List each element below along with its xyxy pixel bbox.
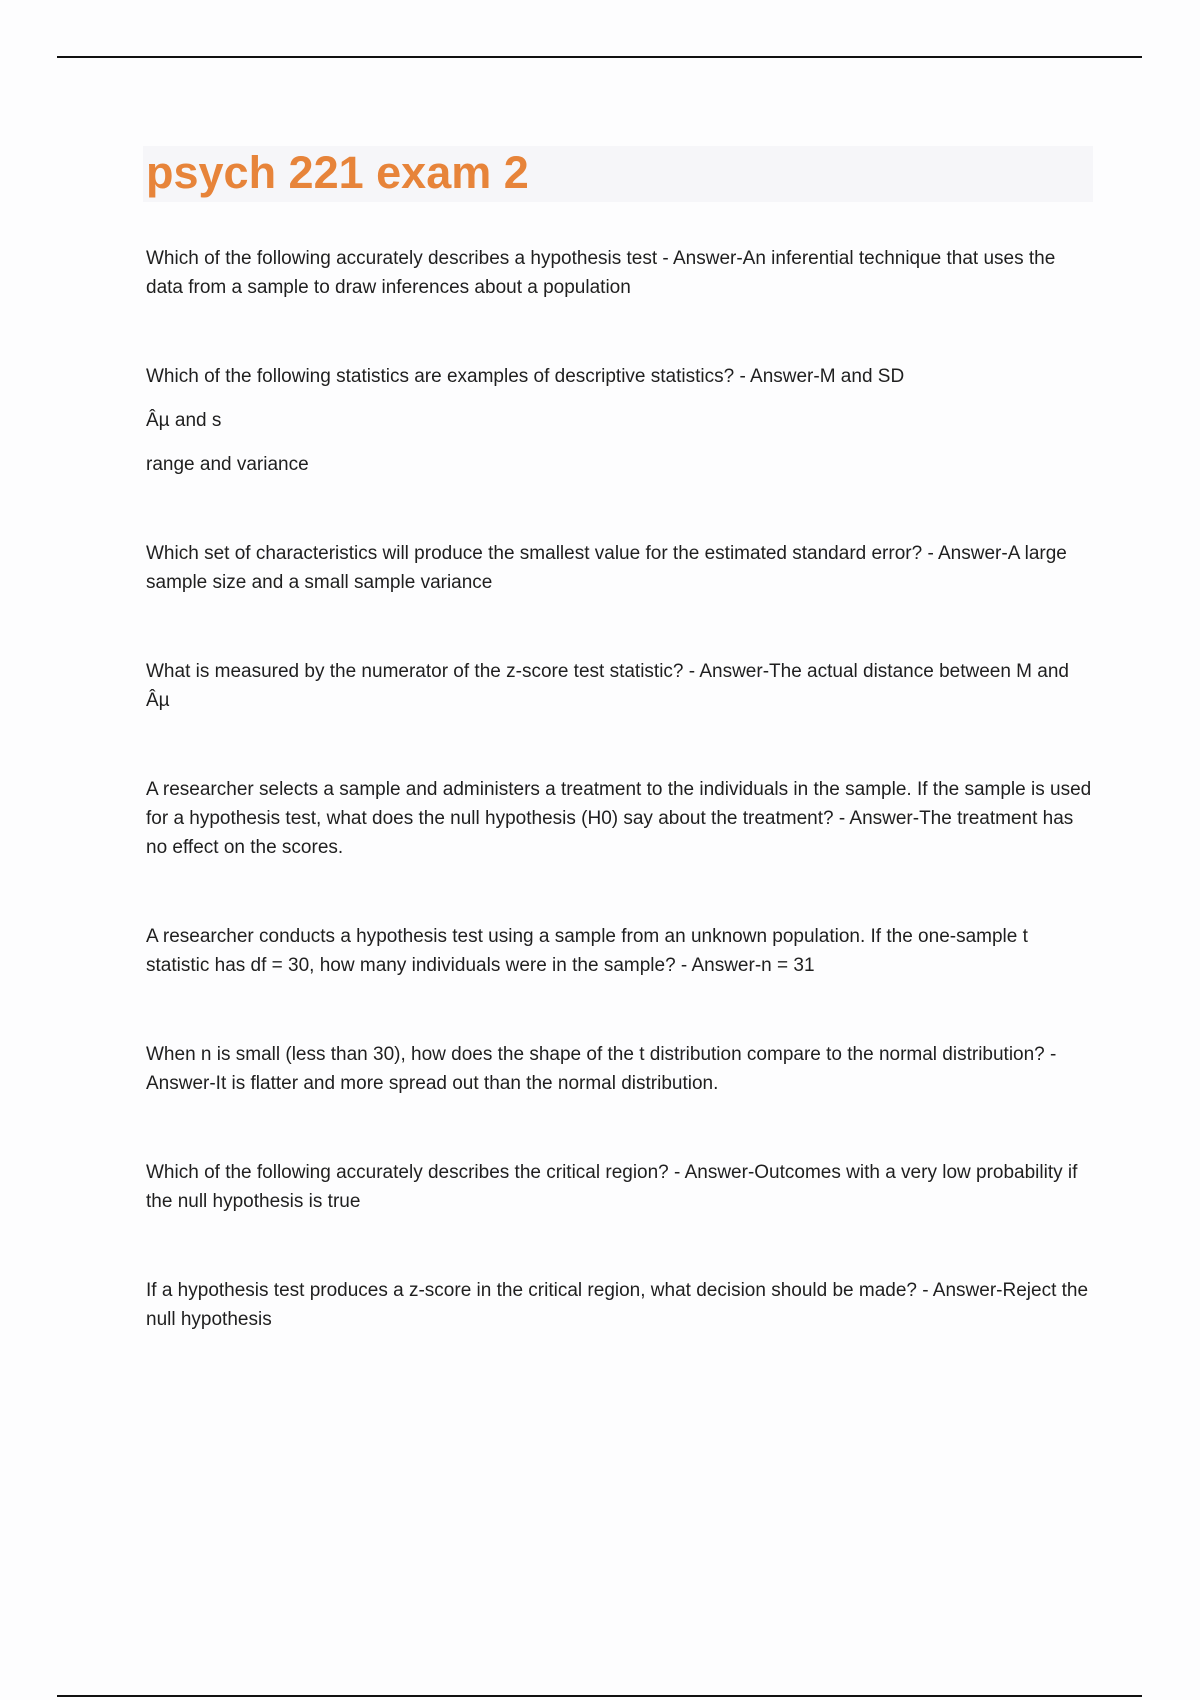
qa-text: Which of the following statistics are examples of descriptive statistics? - Answer-M and SD [146,366,905,387]
qa-list [146,244,1096,1394]
qa-extra-line: range and variance [146,454,309,475]
qa-text: If a hypothesis test produces a z-score in the critical region, what decision should be made? - Answer-Reject the null hypothesis [146,1280,1089,1330]
top-rule [57,56,1142,58]
qa-entry-8 [146,1158,1096,1216]
qa-entry-9 [146,1276,1096,1334]
qa-text: Which of the following accurately describes a hypothesis test - Answer-An inferential technique that uses the data from a sample to draw inferences about a population [146,248,1056,298]
qa-text: When n is small (less than 30), how does the shape of the t distribution compare to the normal distribution? - Answer-It is flatter and more spread out than the normal distribution. [146,1044,1057,1094]
qa-text: A researcher conducts a hypothesis test using a sample from an unknown population. If the one-sample t statistic has df = 30, how many individuals were in the sample? - Answer-n = 31 [146,926,1028,976]
qa-extra-line: Âµ and s [146,410,222,431]
qa-entry-6 [146,922,1096,980]
qa-entry-3 [146,539,1096,597]
qa-entry-5 [146,775,1096,862]
page-title: psych 221 exam 2 [146,147,529,198]
bottom-rule [57,1695,1142,1697]
qa-text: What is measured by the numerator of the z-score test statistic? - Answer-The actual distance between M and Âµ [146,661,1069,711]
qa-entry-1 [146,244,1096,302]
qa-entry-4 [146,657,1096,715]
qa-entry-2 [146,362,1096,479]
qa-entry-7 [146,1040,1096,1098]
qa-text: Which set of characteristics will produce the smallest value for the estimated standard error? - Answer-A large sample size and a small sample variance [146,543,1067,593]
qa-text: A researcher selects a sample and administers a treatment to the individuals in the sample. If the sample is used for a hypothesis test, what does the null hypothesis (H0) say about the treatment? - Answer-The treatment has no effect on the scores. [146,779,1092,858]
qa-text: Which of the following accurately describes the critical region? - Answer-Outcomes with a very low probability if the null hypothesis is true [146,1162,1078,1212]
